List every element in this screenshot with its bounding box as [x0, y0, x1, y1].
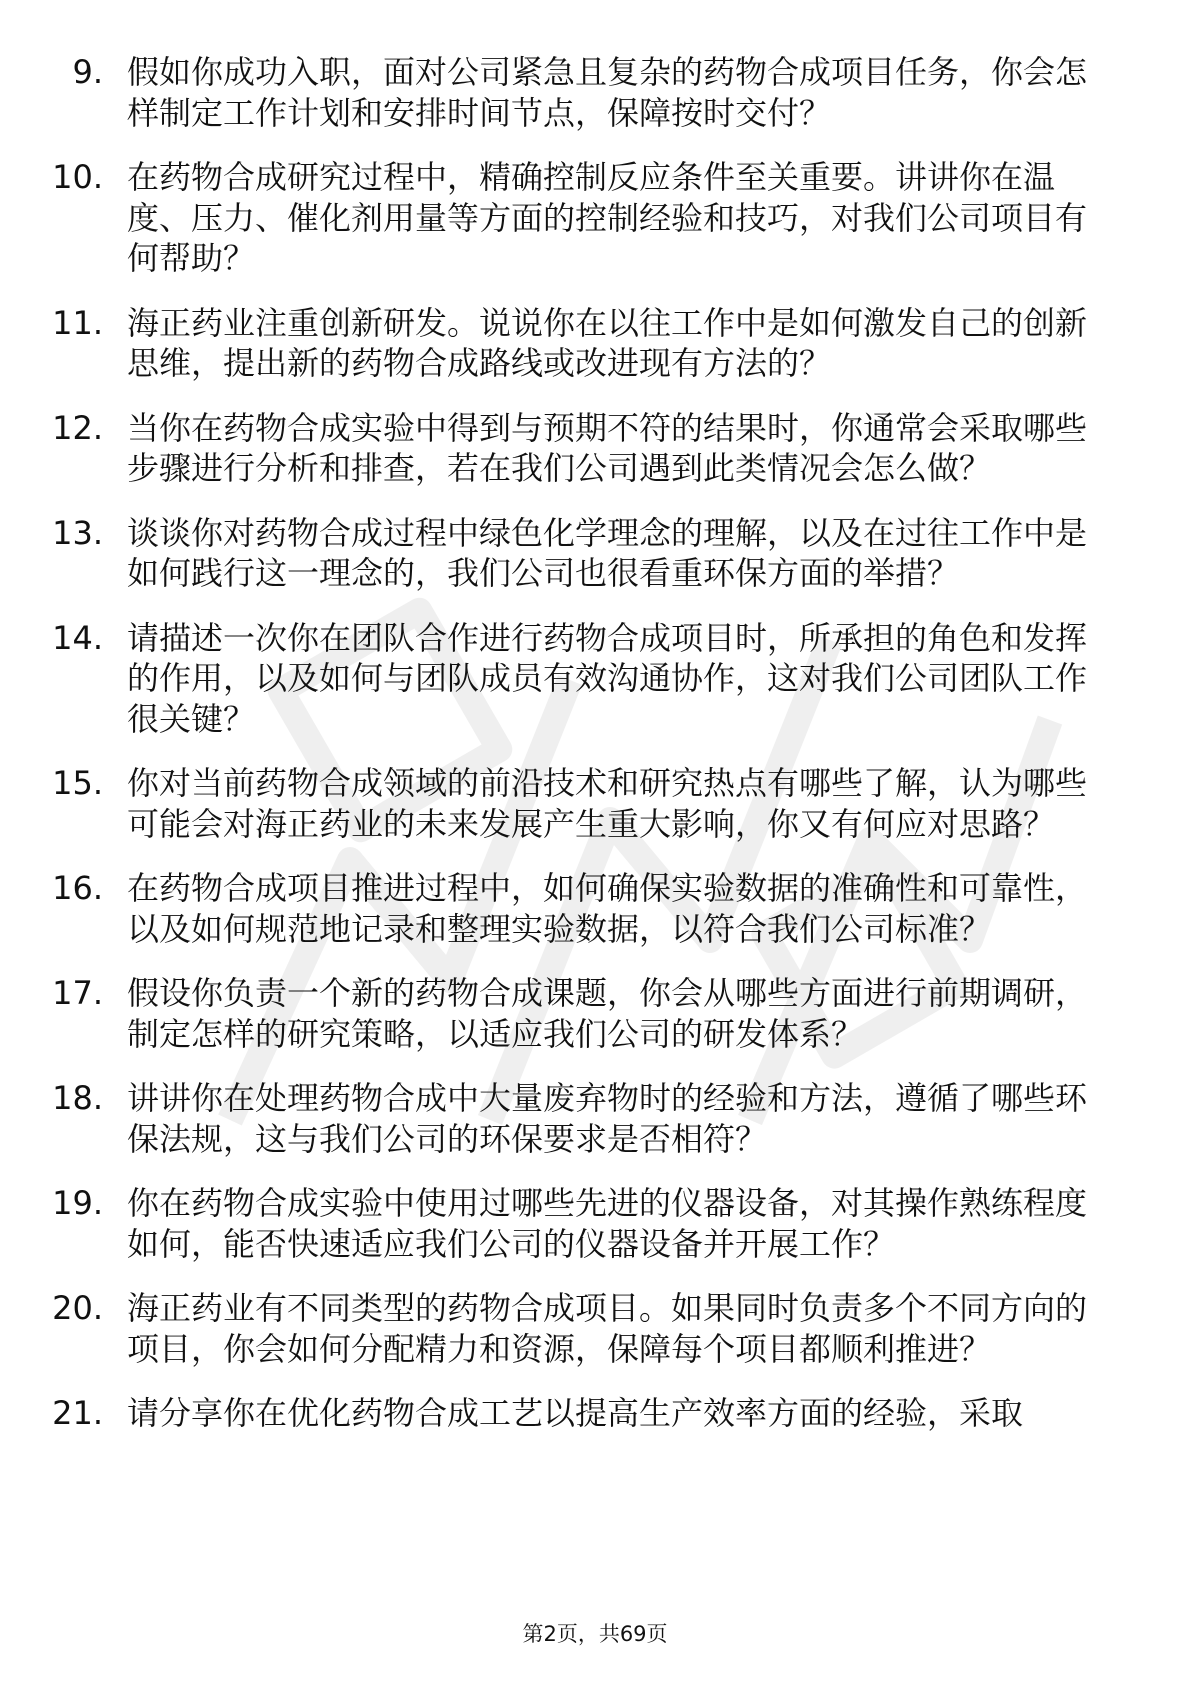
question-number: 21. — [52, 1394, 103, 1432]
question-text: 在药物合成研究过程中，精确控制反应条件至关重要。讲讲你在温度、压力、催化剂用量等方面的控制经验和技巧，对我们公司项目有何帮助？ — [127, 158, 1088, 277]
question-number: 14. — [52, 618, 103, 657]
question-text: 请分享你在优化药物合成工艺以提高生产效率方面的经验，采取 — [127, 1394, 1024, 1432]
question-text: 请描述一次你在团队合作进行药物合成项目时，所承担的角色和发挥的作用，以及如何与团队成员有效沟通协作，这对我们公司团队工作很关键？ — [127, 618, 1088, 738]
list-item — [0, 513, 1190, 594]
list-item — [0, 303, 1190, 384]
list-item — [0, 1183, 1190, 1264]
question-number: 10. — [52, 158, 103, 196]
question-number: 16. — [52, 869, 103, 907]
page-number-footer: 第2页，共69页 — [522, 1622, 668, 1646]
list-item — [0, 1393, 1190, 1434]
question-number: 9. — [72, 53, 103, 91]
question-number: 17. — [52, 974, 103, 1012]
question-text: 当你在药物合成实验中得到与预期不符的结果时，你通常会采取哪些步骤进行分析和排查，若在我们公司遇到此类情况会怎么做？ — [127, 408, 1088, 487]
list-item — [0, 52, 1190, 133]
question-text: 你在药物合成实验中使用过哪些先进的仪器设备，对其操作熟练程度如何，能否快速适应我们公司的仪器设备并开展工作？ — [127, 1184, 1088, 1263]
question-text: 讲讲你在处理药物合成中大量废弃物时的经验和方法，遵循了哪些环保法规，这与我们公司的环保要求是否相符？ — [127, 1079, 1088, 1158]
question-text: 假如你成功入职，面对公司紧急且复杂的药物合成项目任务，你会怎样制定工作计划和安排时间节点，保障按时交付？ — [127, 53, 1088, 132]
question-number: 11. — [52, 303, 103, 342]
list-item — [0, 868, 1190, 949]
question-text: 谈谈你对药物合成过程中绿色化学理念的理解，以及在过往工作中是如何践行这一理念的，我们公司也很看重环保方面的举措？ — [127, 513, 1088, 592]
question-number: 18. — [52, 1079, 103, 1117]
question-text: 假设你负责一个新的药物合成课题，你会从哪些方面进行前期调研，制定怎样的研究策略，以适应我们公司的研发体系？ — [127, 974, 1088, 1053]
list-item — [0, 973, 1190, 1054]
list-item — [0, 408, 1190, 489]
list-item — [0, 763, 1190, 844]
list-item — [0, 1078, 1190, 1159]
question-text: 海正药业有不同类型的药物合成项目。如果同时负责多个不同方向的项目，你会如何分配精力和资源，保障每个项目都顺利推进？ — [127, 1289, 1088, 1368]
question-number: 15. — [52, 764, 103, 802]
question-number: 13. — [52, 513, 103, 552]
question-text: 你对当前药物合成领域的前沿技术和研究热点有哪些了解，认为哪些可能会对海正药业的未来发展产生重大影响，你又有何应对思路？ — [127, 764, 1088, 843]
question-text: 在药物合成项目推进过程中，如何确保实验数据的准确性和可靠性，以及如何规范地记录和整理实验数据，以符合我们公司标准？ — [127, 869, 1088, 948]
question-number: 20. — [52, 1289, 103, 1327]
list-item — [0, 1288, 1190, 1369]
question-number: 12. — [52, 408, 103, 447]
list-item — [0, 157, 1190, 279]
list-item — [0, 618, 1190, 740]
question-list — [0, 52, 1190, 1458]
question-number: 19. — [52, 1184, 103, 1222]
question-text: 海正药业注重创新研发。说说你在以往工作中是如何激发自己的创新思维，提出新的药物合成路线或改进现有方法的？ — [127, 303, 1088, 382]
